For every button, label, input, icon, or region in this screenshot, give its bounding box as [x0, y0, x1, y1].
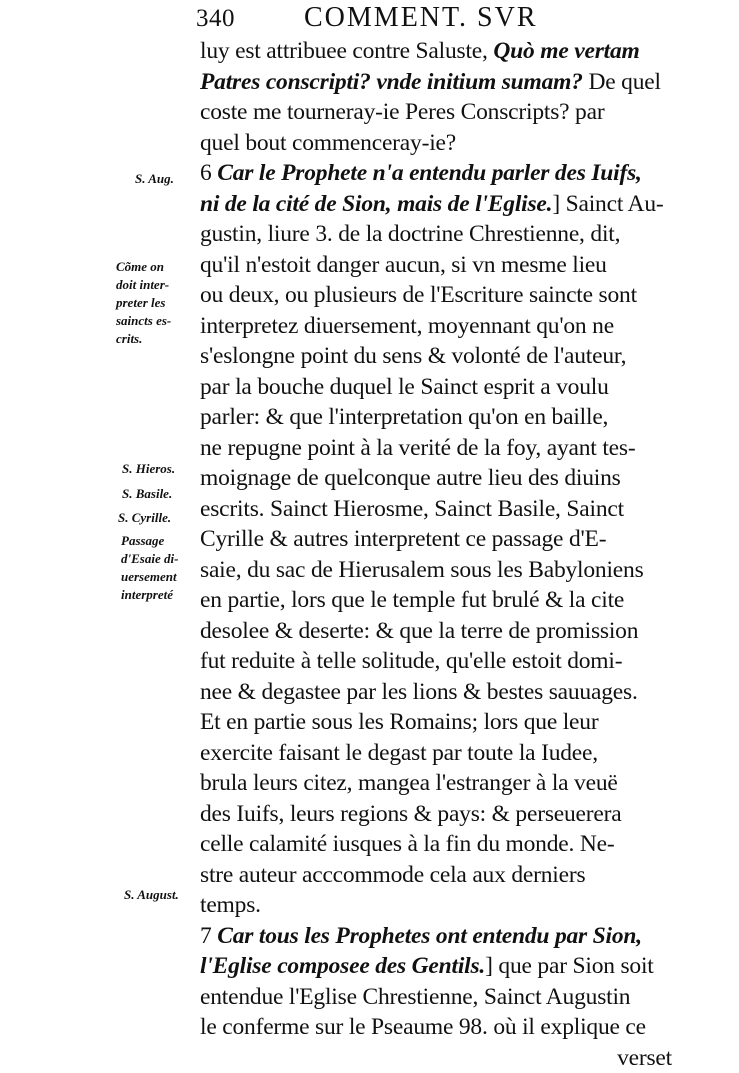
text-line: ne repugne point à la verité de la foy, ayant tes- [200, 433, 680, 464]
text-line: escrits. Sainct Hierosme, Sainct Basile, Sainct [200, 494, 680, 525]
main-text-block [200, 36, 680, 1073]
margin-note: S. August. [124, 886, 179, 904]
margin-note: S. Cyrille. [118, 509, 171, 527]
text-line: en partie, lors que le temple fut brulé & la cite [200, 585, 680, 616]
text-line: des Iuifs, leurs regions & pays: & perseuerera [200, 799, 680, 830]
text-line: ou deux, ou plusieurs de l'Escriture saincte sont [200, 280, 680, 311]
text-line: gustin, liure 3. de la doctrine Chrestienne, dit, [200, 219, 680, 250]
text-line: temps. [200, 890, 680, 921]
text-line: interpretez diuersement, moyennant qu'on ne [200, 311, 680, 342]
text-line: fut reduite à telle solitude, qu'elle estoit domi- [200, 646, 680, 677]
text-line: brula leurs citez, mangea l'estranger à la veuë [200, 768, 680, 799]
margin-note: S. Hieros. [122, 460, 175, 478]
text-line: 7 Car tous les Prophetes ont entendu par Sion, [200, 921, 680, 952]
margin-note: Cõme on doit inter- preter les saincts es- crits. [116, 258, 171, 348]
catchword: verset [200, 1043, 680, 1073]
running-title: COMMENT. SVR [304, 2, 538, 34]
text-line: exercite faisant le degast par toute la Iudee, [200, 738, 680, 769]
text-line: le conferme sur le Pseaume 98. où il explique ce [200, 1012, 680, 1043]
page-header [196, 2, 596, 36]
text-line: stre auteur acccommode cela aux derniers [200, 860, 680, 891]
text-line: nee & degastee par les lions & bestes sauuages. [200, 677, 680, 708]
text-line: l'Eglise composee des Gentils.] que par Sion soit [200, 951, 680, 982]
text-line: quel bout commenceray-ie? [200, 128, 680, 159]
text-line: desolee & deserte: & que la terre de promission [200, 616, 680, 647]
text-line: Patres conscripti? vnde initium sumam? De quel [200, 67, 680, 98]
text-line: Et en partie sous les Romains; lors que leur [200, 707, 680, 738]
text-line: 6 Car le Prophete n'a entendu parler des Iuifs, [200, 158, 680, 189]
text-line: entendue l'Eglise Chrestienne, Sainct Augustin [200, 982, 680, 1013]
text-line: ni de la cité de Sion, mais de l'Eglise.] Sainct Au- [200, 189, 680, 220]
text-line: parler: & que l'interpretation qu'on en baille, [200, 402, 680, 433]
text-line: par la bouche duquel le Sainct esprit a voulu [200, 372, 680, 403]
text-line: qu'il n'estoit danger aucun, si vn mesme lieu [200, 250, 680, 281]
margin-note: Passage d'Esaie di- uersement interpreté [121, 532, 178, 604]
page-number: 340 [196, 5, 235, 33]
text-line: celle calamité iusques à la fin du monde. Ne- [200, 829, 680, 860]
text-line: coste me tourneray-ie Peres Conscripts? par [200, 97, 680, 128]
text-line: saie, du sac de Hierusalem sous les Babyloniens [200, 555, 680, 586]
margin-note: S. Basile. [122, 485, 172, 503]
text-line: Cyrille & autres interpretent ce passage d'E- [200, 524, 680, 555]
margin-note: S. Aug. [135, 170, 174, 188]
text-line: moignage de quelconque autre lieu des diuins [200, 463, 680, 494]
text-line: s'eslongne point du sens & volonté de l'auteur, [200, 341, 680, 372]
text-line: luy est attribuee contre Saluste, Quò me vertam [200, 36, 680, 67]
